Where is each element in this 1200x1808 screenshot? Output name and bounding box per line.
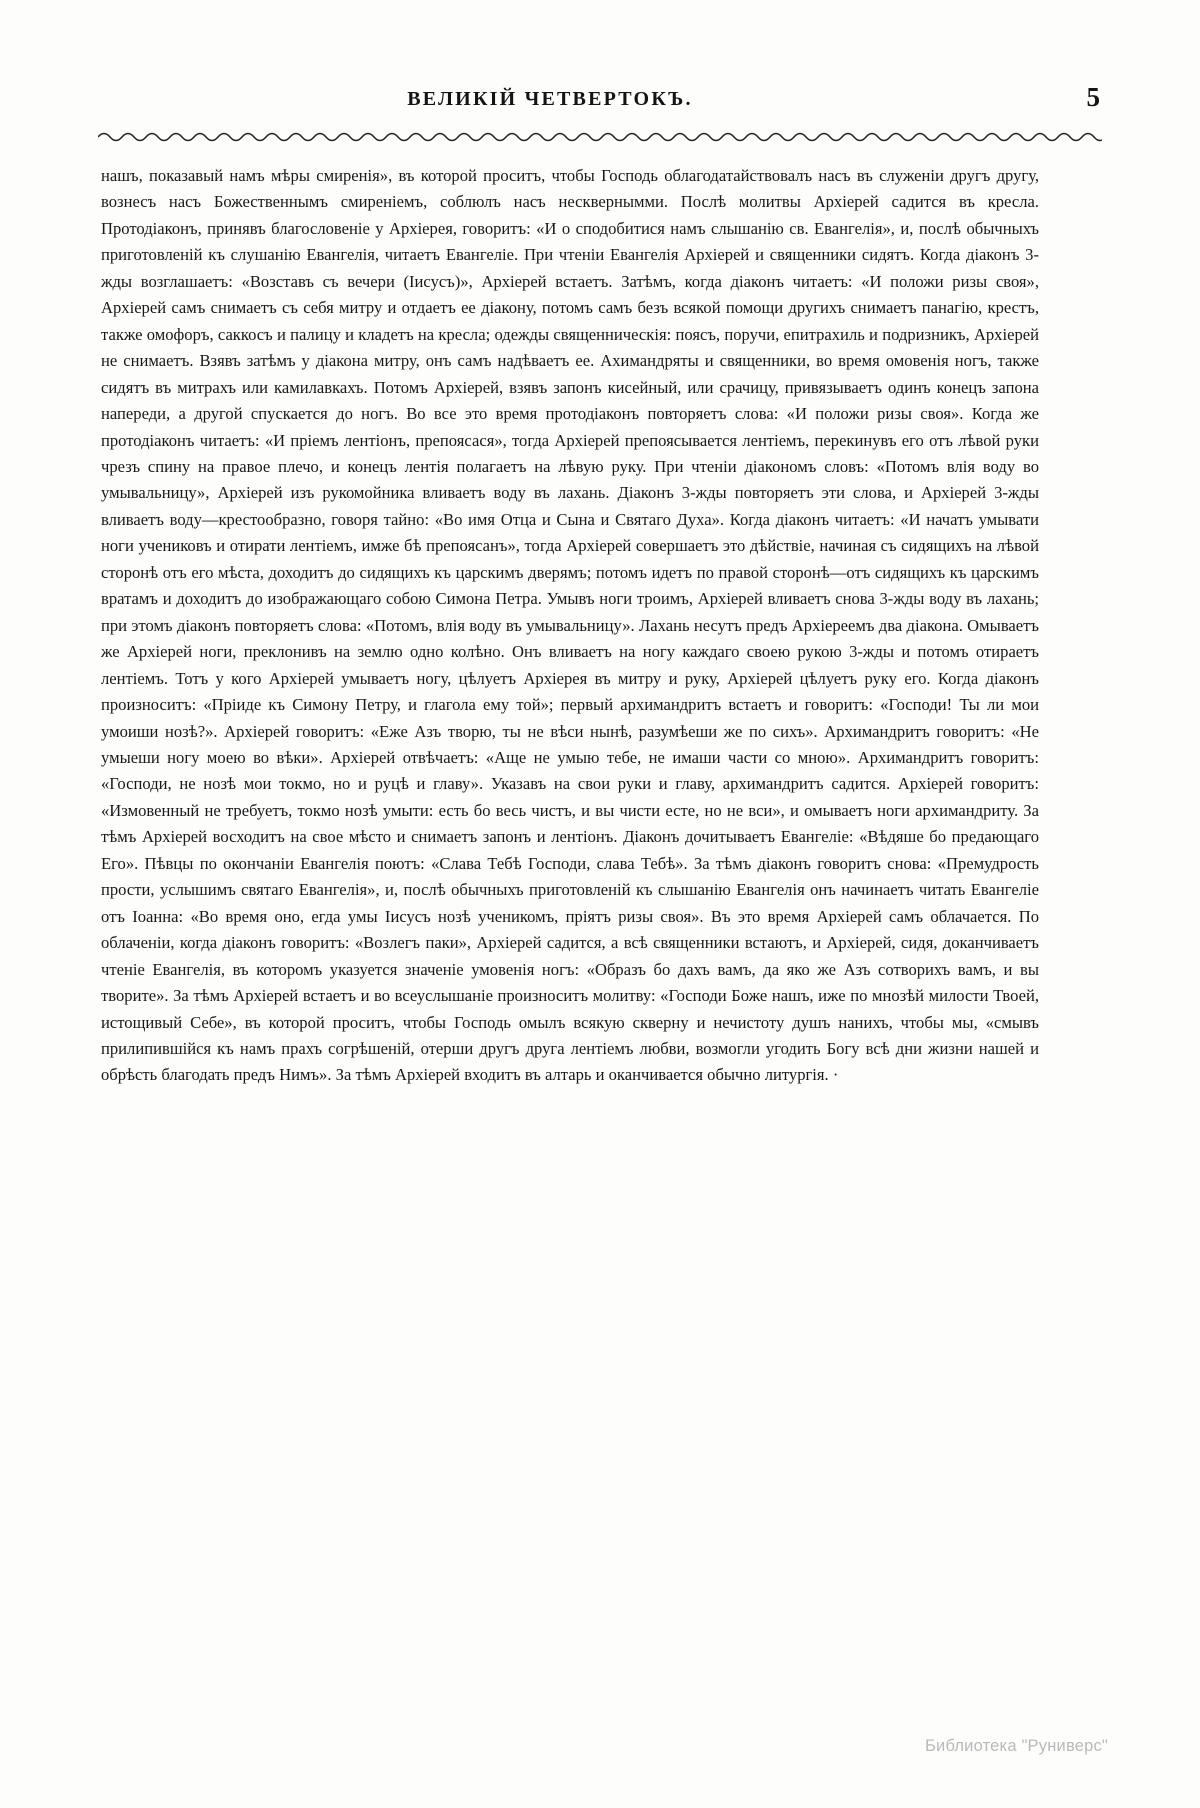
library-watermark: Библиотека "Руниверс" <box>925 1737 1108 1755</box>
page-header <box>100 82 1100 122</box>
wavy-divider <box>98 128 1102 142</box>
page-number: 5 <box>1086 82 1100 112</box>
body-paragraph: нашъ, показавый намъ мѣры смиренія», въ которой проситъ, чтобы Господь облагодатайствовалъ насъ въ служеніи другъ другу, вознесъ насъ Божественнымъ смиреніемъ, соблюлъ насъ несквернымми. Послѣ молитвы Архіерей садится въ кресла. Протодіаконъ, принявъ благословеніе у Архіерея, говоритъ: «И о сподобитися намъ слышанію св. Евангелія», и, послѣ обычныхъ приготовленій къ слушанію Евангелія, читаетъ Евангеліе. При чтеніи Евангелія Архіерей и священники сидятъ. Когда діаконъ 3-жды возглашаетъ: «Возставъ съ вечери (Іисусъ)», Архіерей встаетъ. Затѣмъ, когда діаконъ читаетъ: «И положи ризы своя», Архіерей самъ снимаетъ съ себя митру и отдаетъ ее діакону, потомъ самъ безъ всякой помощи другихъ снимаетъ панагію, крестъ, также омофоръ, саккосъ и палицу и кладетъ на кресла; одежды священническія: поясъ, поручи, епитрахиль и подризникъ, Архіерей не снимаетъ. Взявъ затѣмъ у діакона митру, онъ самъ надѣваетъ ее. Ахимандряты и священники, во время омовенія ногъ, также сидятъ въ митрахъ или камилавкахъ. Потомъ Архіерей, взявъ запонъ кисейный, или срачицу, привязываетъ одинъ конецъ запона напереди, а другой спускается до ногъ. Во все это время протодіаконъ повторяетъ слова: «И положи ризы своя». Когда же протодіаконъ читаетъ: «И пріемъ лентіонъ, препоясася», тогда Архіерей препоясывается лентіемъ, перекинувъ его отъ лѣвой руки чрезъ спину на правое плечо, и конецъ лентія полагаетъ на лѣвую руку. При чтеніи діакономъ словъ: «Потомъ влія воду во умывальницу», Архіерей изъ рукомойника вливаетъ воду въ лахань. Діаконъ 3-жды повторяетъ эти слова, и Архіерей 3-жды вливаетъ воду—крестообразно, говоря тайно: «Во имя Отца и Сына и Святаго Духа». Когда діаконъ читаетъ: «И начатъ умывати ноги учениковъ и отирати лентіемъ, имже бѣ препоясанъ», тогда Архіерей совершаетъ это дѣйствіе, начиная съ сидящихъ на лѣвой сторонѣ отъ его мѣста, доходитъ до сидящихъ къ царскимъ дверямъ; потомъ идетъ по правой сторонѣ—отъ сидящихъ къ царскимъ вратамъ и доходитъ до изображающаго собою Симона Петра. Умывъ ноги троимъ, Архіерей вливаетъ снова 3-жды воду въ лахань; при этомъ діаконъ повторяетъ слова: «Потомъ, влія воду въ умывальницу». Лахань несутъ предъ Архіереемъ два діакона. Омываетъ же Архіерей ноги, преклонивъ на землю одно колѣно. Онъ вливаетъ на ногу каждаго своею рукою 3-жды и потомъ отираетъ лентіемъ. Тотъ у кого Архіерей умываетъ ногу, цѣлуетъ Архіерея въ митру и руку, Архіерей цѣлуетъ руку его. Когда діаконъ произноситъ: «Пріиде къ Симону Петру, и глагола ему той»; первый архимандритъ встаетъ и говоритъ: «Господи! Ты ли мои умоиши нозѣ?». Архіерей говоритъ: «Еже Азъ творю, ты не вѣси нынѣ, разумѣеши же по сихъ». Архимандритъ говоритъ: «Не умыеши ногу моею во вѣки». Архіерей отвѣчаетъ: «Аще не умыю тебе, не имаши части со мною». Архимандритъ говоритъ: «Господи, не нозѣ мои токмо, но и руцѣ и главу». Указавъ на свои руки и главу, архимандритъ садится. Архіерей говоритъ: «Измовенный не требуетъ, токмо нозѣ умыти: есть бо весь чистъ, и вы чисти есте, но не вси», и омываетъ ноги архимандриту. За тѣмъ Архіерей восходитъ на свое мѣсто и снимаетъ запонъ и лентіонъ. Діаконъ дочитываетъ Евангеліе: «Вѣдяше бо предающаго Его». Пѣвцы по окончаніи Евангелія поютъ: «Слава Тебѣ Господи, слава Тебѣ». За тѣмъ діаконъ говоритъ снова: «Премудрость прости, услышимъ святаго Евангелія», и, послѣ обычныхъ приготовленій къ слышанію Евангелія онъ начинаетъ читать Евангеліе отъ Іоанна: «Во время оно, егда умы Іисусъ нозѣ ученикомъ, пріятъ ризы своя». Въ это время Архіерей самъ облачается. По облаченіи, когда діаконъ говоритъ: «Возлегъ паки», Архіерей садится, а всѣ священники встаютъ, и Архіерей, сидя, доканчиваетъ чтеніе Евангелія, въ которомъ указуется значеніе умовенія ногъ: «Образъ бо дахъ вамъ, да яко же Азъ сотворихъ вамъ, и вы творите». За тѣмъ Архіерей встаетъ и во всеуслышаніе произноситъ молитву: «Господи Боже нашъ, иже по мнозѣй милости Твоей, истощивый Себе», въ которой проситъ, чтобы Господь омылъ всякую скверну и нечистоту душъ нанихъ, чтобы мы, «смывъ прилипившійся къ намъ прахъ согрѣшеній, отерши другъ друга лентіемъ любви, возмогли угодить Богу всѣ дни жизни нашей и обрѣсть благодать предъ Нимъ». За тѣмъ Архіерей входитъ въ алтарь и оканчивается обычно литургія. · <box>101 166 1039 1085</box>
body-text <box>101 163 1039 1089</box>
page-title: ВЕЛИКІЙ ЧЕТВЕРТОКЪ. <box>407 88 693 110</box>
